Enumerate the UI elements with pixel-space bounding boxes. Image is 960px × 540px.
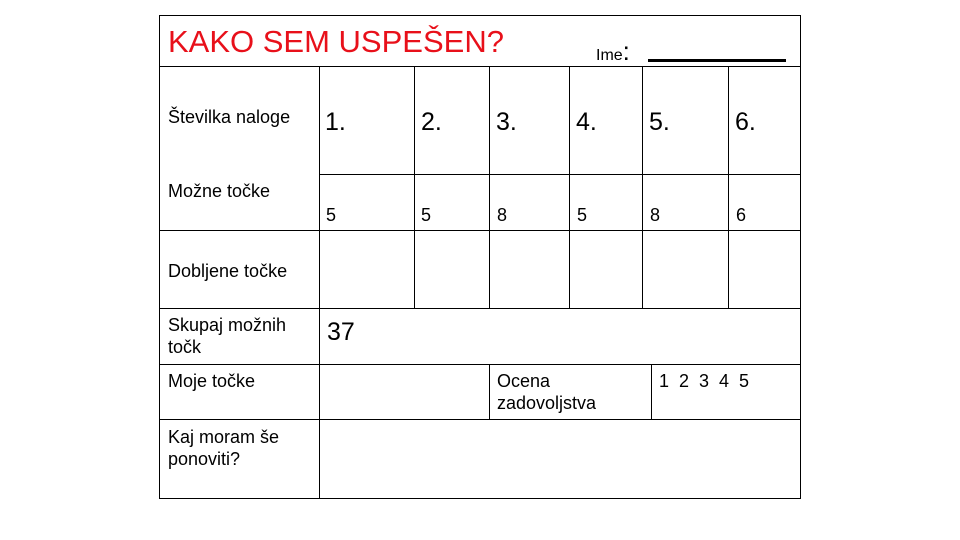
satisfaction-label: Ocena zadovoljstva <box>497 371 597 413</box>
divider-total <box>159 364 801 365</box>
total-possible-value: 37 <box>327 318 355 346</box>
label-total-possible: Skupaj možnih točk <box>168 315 287 357</box>
task-number-5: 5. <box>649 108 670 136</box>
satisfaction-scale[interactable]: 1 2 3 4 5 <box>659 371 751 391</box>
divider-task-3 <box>569 66 570 308</box>
divider-task-1 <box>414 66 415 308</box>
divider-task-4 <box>642 66 643 308</box>
divider-header <box>159 66 801 67</box>
name-colon: : <box>622 36 630 66</box>
divider-task-2 <box>489 66 490 308</box>
divider-mypoints <box>159 419 801 420</box>
task-number-4: 4. <box>576 108 597 136</box>
divider-label-column <box>319 66 320 499</box>
divider-possible <box>159 230 801 231</box>
label-earned-points: Dobljene točke <box>168 261 288 281</box>
task-number-3: 3. <box>496 108 517 136</box>
task-number-2: 2. <box>421 108 442 136</box>
divider-earned <box>159 308 801 309</box>
label-to-repeat: Kaj moram še ponoviti? <box>168 427 280 469</box>
page-title: KAKO SEM USPEŠEN? <box>168 24 504 59</box>
divider-satisfaction-right <box>651 364 652 419</box>
label-my-points: Moje točke <box>168 371 256 391</box>
name-label-text: Ime <box>596 47 623 64</box>
possible-points-3: 8 <box>497 205 508 225</box>
possible-points-5: 8 <box>650 205 661 225</box>
possible-points-2: 5 <box>421 205 432 225</box>
divider-satisfaction-left <box>489 364 490 419</box>
name-label <box>596 36 630 67</box>
possible-points-1: 5 <box>326 205 337 225</box>
possible-points-6: 6 <box>736 205 747 225</box>
name-field-line[interactable] <box>648 40 786 62</box>
task-number-1: 1. <box>325 108 346 136</box>
label-possible-points: Možne točke <box>168 181 271 201</box>
possible-points-4: 5 <box>577 205 588 225</box>
divider-task-5 <box>728 66 729 308</box>
label-task-number: Številka naloge <box>168 107 291 127</box>
task-number-6: 6. <box>735 108 756 136</box>
